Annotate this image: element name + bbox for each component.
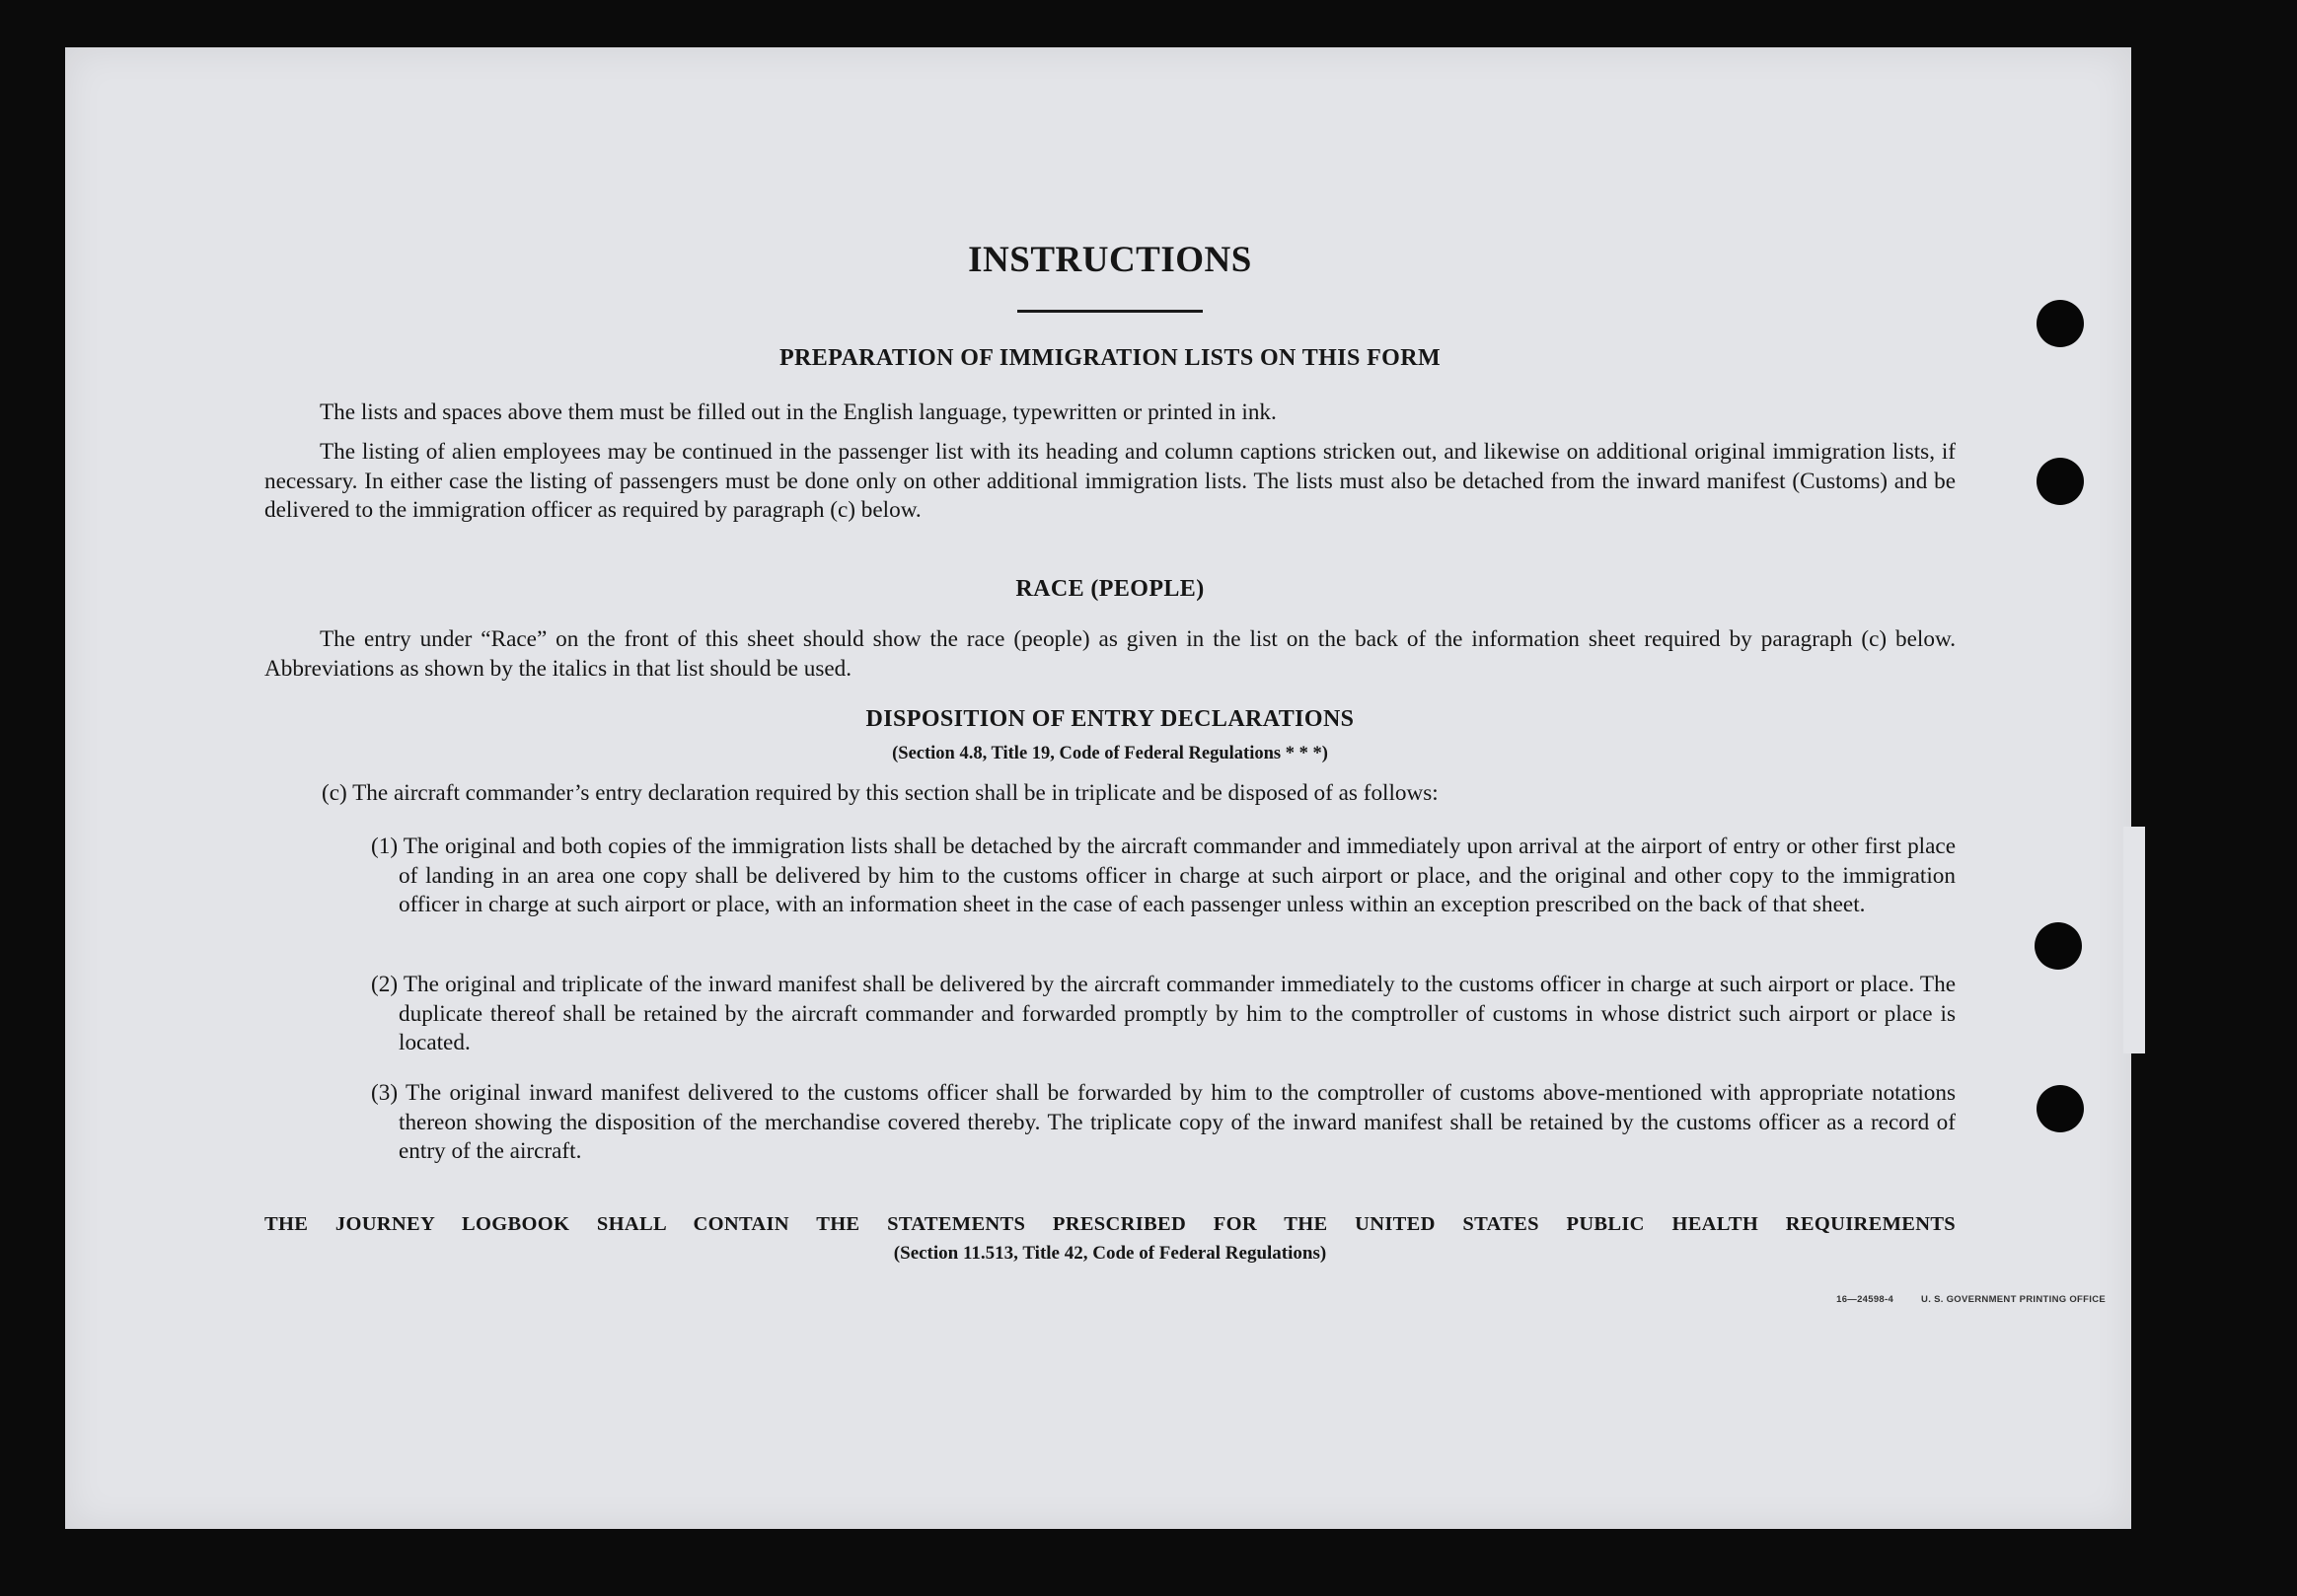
punch-hole-1 xyxy=(2037,300,2084,347)
footer-statement: THE JOURNEY LOGBOOK SHALL CONTAIN THE STATEMENTS PRESCRIBED FOR THE UNITED STATES PUBLIC HEALTH REQUIREMENTS xyxy=(264,1213,1956,1235)
print-code xyxy=(1836,1294,2106,1305)
punch-hole-3 xyxy=(2035,922,2082,970)
printer-imprint: U. S. GOVERNMENT PRINTING OFFICE xyxy=(1921,1294,2106,1305)
list-item-2: (2) The original and triplicate of the inward manifest shall be delivered by the aircraft commander immediately to the customs officer in charge at such airport or place. The duplicate thereof shall be retained by the aircraft commander and forwarded promptly by him to the comptroller of customs in whose district such airport or place is located. xyxy=(371,972,1956,1055)
paragraph-language: The lists and spaces above them must be filled out in the English language, typewritten or printed in ink. xyxy=(320,399,1277,425)
disposition-citation: (Section 4.8, Title 19, Code of Federal Regulations * * *) xyxy=(892,744,1328,763)
title-underline xyxy=(1017,310,1203,313)
list-item-1: (1) The original and both copies of the immigration lists shall be detached by the aircraft commander and immediately upon arrival at the airport of entry or other first place of landing in an area one copy shall be delivered by him to the customs officer in charge at such airport or place, and the original and other copy to the immigration officer in charge at such airport or place, with an information sheet in the case of each passenger unless within an exception prescribed on the back of that sheet. xyxy=(371,834,1956,917)
sheet-edge xyxy=(2123,827,2145,1053)
paragraph-alien-employees: The listing of alien employees may be continued in the passenger list with its heading and column captions stricken out, and likewise on additional original immigration lists, if necessary. In either case the listing of passengers must be done only on other additional immigration lists. The lists must also be detached from the inward manifest (Customs) and be delivered to the immigration officer as required by paragraph (c) below. xyxy=(264,439,1956,523)
form-number: 16—24598-4 xyxy=(1836,1294,1894,1305)
paragraph-race: The entry under “Race” on the front of this sheet should show the race (people) as given in the list on the back of the information sheet required by paragraph (c) below. Abbreviations as shown by the italics in that list should be used. xyxy=(264,626,1956,682)
punch-hole-2 xyxy=(2037,458,2084,505)
document-sheet xyxy=(65,47,2131,1529)
paragraph-c-intro: (c) The aircraft commander’s entry declaration required by this section shall be in triplicate and be disposed of as follows: xyxy=(322,780,1439,806)
section-heading-disposition: DISPOSITION OF ENTRY DECLARATIONS xyxy=(865,706,1355,732)
section-heading-preparation: PREPARATION OF IMMIGRATION LISTS ON THIS FORM xyxy=(778,345,1442,371)
list-item-3: (3) The original inward manifest delivered to the customs officer shall be forwarded by him to the comptroller of customs above-mentioned with appropriate notations thereon showing the disposition of the merchandise covered thereby. The triplicate copy of the inward manifest shall be retained by the customs officer as a record of entry of the aircraft. xyxy=(371,1080,1956,1164)
punch-hole-4 xyxy=(2037,1085,2084,1132)
section-heading-race: RACE (PEOPLE) xyxy=(1015,576,1205,602)
document-title: INSTRUCTIONS xyxy=(968,240,1252,280)
footer-citation: (Section 11.513, Title 42, Code of Federal Regulations) xyxy=(893,1243,1327,1264)
